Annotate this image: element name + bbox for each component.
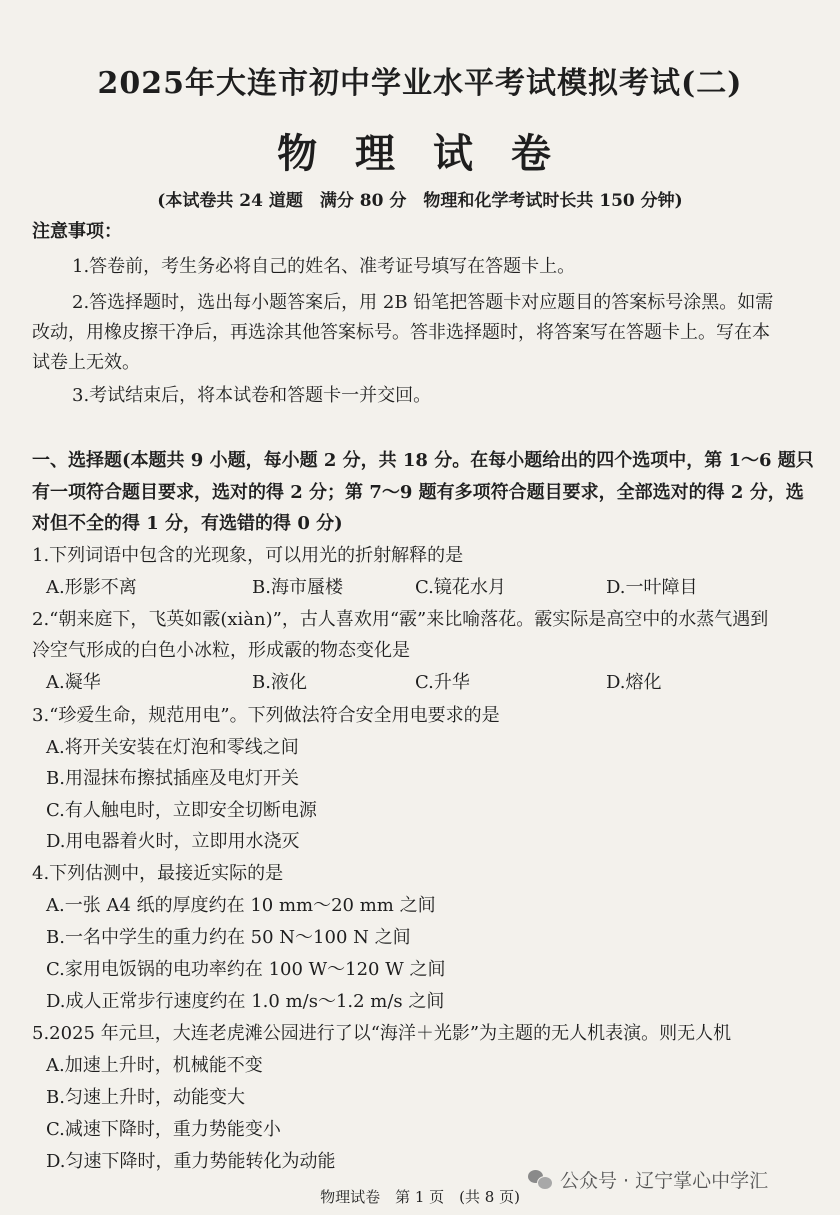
- option-c: C.镜花水月: [415, 577, 506, 598]
- notice-line: 1.答卷前，考生务必将自己的姓名、准考证号填写在答题卡上。: [72, 256, 576, 277]
- option-c: C.有人触电时，立即安全切断电源: [46, 800, 317, 821]
- question-2-stem: 2.“朝来庭下，飞英如霰(xiàn)”，古人喜欢用“霰”来比喻落花。霰实际是高空中的水蒸气遇到: [32, 609, 769, 630]
- question-2-stem: 冷空气形成的白色小冰粒，形成霰的物态变化是: [32, 640, 410, 661]
- question-1-options: [46, 573, 806, 601]
- question-5-stem: 5.2025 年元旦，大连老虎滩公园进行了以“海洋＋光影”为主题的无人机表演。则无人机: [32, 1023, 732, 1044]
- exam-subtitle: (本试卷共 24 道题 满分 80 分 物理和化学考试时长共 150 分钟): [157, 191, 683, 211]
- section-instructions: 对但不全的得 1 分，有选错的得 0 分): [32, 513, 343, 534]
- option-b: B.液化: [252, 672, 307, 693]
- subject-title: 物 理 试 卷: [277, 130, 563, 177]
- option-c: C.升华: [415, 672, 470, 693]
- section-instructions: 有一项符合题目要求，选对的得 2 分；第 7～9 题有多项符合题目要求，全部选对的得 2 分，选: [32, 482, 804, 503]
- question-3-stem: 3.“珍爱生命，规范用电”。下列做法符合安全用电要求的是: [32, 705, 500, 726]
- question-1-stem: 1.下列词语中包含的光现象，可以用光的折射解释的是: [32, 545, 464, 566]
- option-c: C.家用电饭锅的电功率约在 100 W～120 W 之间: [46, 959, 446, 980]
- option-c: C.减速下降时，重力势能变小: [46, 1119, 281, 1140]
- option-b: B.匀速上升时，动能变大: [46, 1087, 245, 1108]
- wechat-icon: [528, 1168, 554, 1190]
- option-b: B.用湿抹布擦拭插座及电灯开关: [46, 768, 299, 789]
- watermark: [528, 1164, 768, 1194]
- notice-heading: 注意事项：: [32, 221, 122, 242]
- question-2-options: [46, 668, 806, 696]
- option-b: B.海市蜃楼: [252, 577, 343, 598]
- option-a: A.将开关安装在灯泡和零线之间: [46, 737, 299, 758]
- notice-line: 3.考试结束后，将本试卷和答题卡一并交回。: [72, 385, 432, 406]
- page-footer: 物理试卷 第 1 页 (共 8 页): [320, 1188, 520, 1206]
- option-d: D.成人正常步行速度约在 1.0 m/s～1.2 m/s 之间: [46, 991, 445, 1012]
- option-a: A.一张 A4 纸的厚度约在 10 mm～20 mm 之间: [46, 895, 436, 916]
- option-a: A.加速上升时，机械能不变: [46, 1055, 263, 1076]
- notice-line: 改动，用橡皮擦干净后，再选涂其他答案标号。答非选择题时，将答案写在答题卡上。写在本: [32, 322, 770, 343]
- exam-title: 2025年大连市初中学业水平考试模拟考试(二): [97, 66, 743, 101]
- notice-line: 试卷上无效。: [32, 352, 140, 373]
- option-d: D.匀速下降时，重力势能转化为动能: [46, 1151, 336, 1172]
- question-4-stem: 4.下列估测中，最接近实际的是: [32, 863, 284, 884]
- watermark-text: 公众号 · 辽宁掌心中学汇: [560, 1169, 769, 1192]
- section-instructions: 一、选择题(本题共 9 小题，每小题 2 分，共 18 分。在每小题给出的四个选项中，第 1～6 题只: [32, 450, 814, 471]
- notice-line: 2.答选择题时，选出每小题答案后，用 2B 铅笔把答题卡对应题目的答案标号涂黑。如需: [72, 292, 774, 313]
- option-d: D.用电器着火时，立即用水浇灭: [46, 831, 300, 852]
- option-a: A.形影不离: [46, 577, 137, 598]
- option-b: B.一名中学生的重力约在 50 N～100 N 之间: [46, 927, 411, 948]
- option-a: A.凝华: [46, 672, 101, 693]
- option-d: D.一叶障目: [606, 577, 698, 598]
- option-d: D.熔化: [606, 672, 662, 693]
